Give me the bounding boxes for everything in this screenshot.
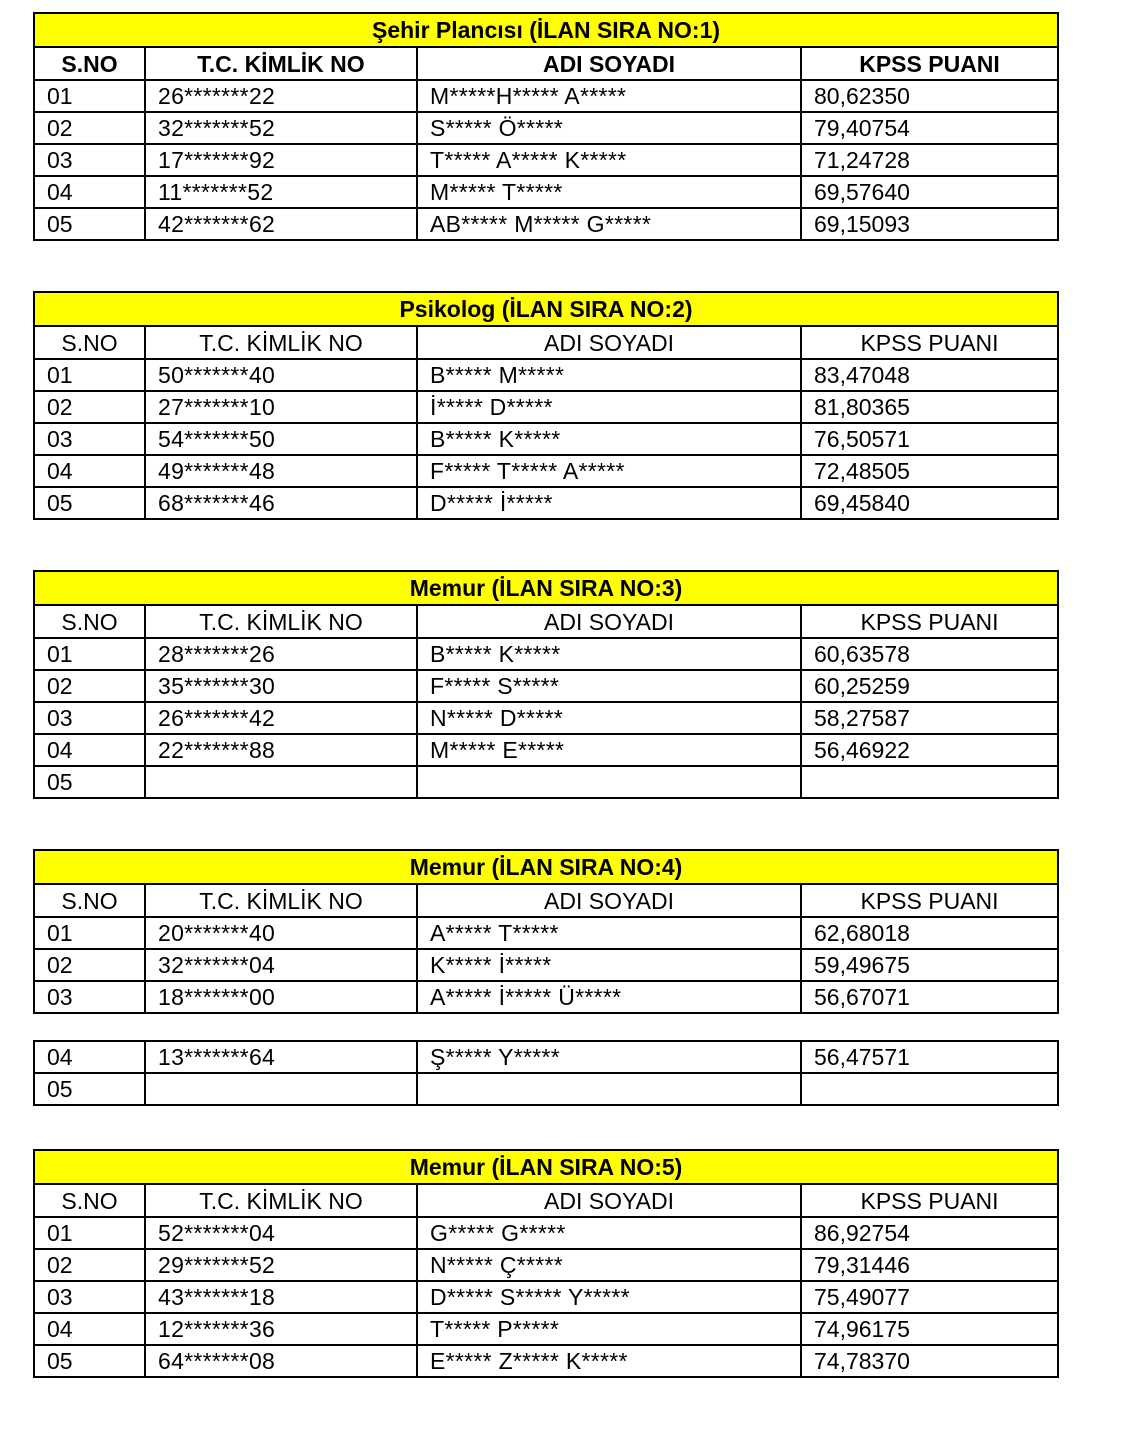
tc-kimlik-cell: 54*******50 — [145, 423, 417, 455]
sno-cell: 03 — [34, 981, 145, 1013]
sno-cell: 02 — [34, 670, 145, 702]
table-row — [34, 1073, 1058, 1105]
kpss-puani-cell: 59,49675 — [801, 949, 1058, 981]
table-row — [34, 1313, 1058, 1345]
tc-kimlik-cell: 42*******62 — [145, 208, 417, 240]
kpss-puani-cell — [801, 1073, 1058, 1105]
kpss-puani-cell: 79,31446 — [801, 1249, 1058, 1281]
kpss-puani-cell: 81,80365 — [801, 391, 1058, 423]
sno-cell: 02 — [34, 112, 145, 144]
kpss-puani-cell: 72,48505 — [801, 455, 1058, 487]
column-header: KPSS PUANI — [801, 884, 1058, 917]
tc-kimlik-cell: 13*******64 — [145, 1041, 417, 1073]
tc-kimlik-cell — [145, 1073, 417, 1105]
adi-soyadi-cell: M*****H***** A***** — [417, 80, 801, 112]
column-header: T.C. KİMLİK NO — [145, 326, 417, 359]
results-table — [33, 291, 1059, 520]
tc-kimlik-cell: 11*******52 — [145, 176, 417, 208]
sno-cell: 03 — [34, 144, 145, 176]
kpss-puani-cell: 74,96175 — [801, 1313, 1058, 1345]
tc-kimlik-cell: 18*******00 — [145, 981, 417, 1013]
tc-kimlik-cell: 43*******18 — [145, 1281, 417, 1313]
kpss-puani-cell: 69,15093 — [801, 208, 1058, 240]
column-header: T.C. KİMLİK NO — [145, 605, 417, 638]
table-row — [34, 487, 1058, 519]
tc-kimlik-cell: 52*******04 — [145, 1217, 417, 1249]
table-row — [34, 1217, 1058, 1249]
column-header: ADI SOYADI — [417, 1184, 801, 1217]
adi-soyadi-cell: T***** P***** — [417, 1313, 801, 1345]
kpss-puani-cell: 80,62350 — [801, 80, 1058, 112]
column-header: ADI SOYADI — [417, 326, 801, 359]
tc-kimlik-cell: 22*******88 — [145, 734, 417, 766]
column-header: ADI SOYADI — [417, 884, 801, 917]
adi-soyadi-cell: K***** İ***** — [417, 949, 801, 981]
adi-soyadi-cell: M***** E***** — [417, 734, 801, 766]
column-header: KPSS PUANI — [801, 605, 1058, 638]
tc-kimlik-cell — [145, 766, 417, 798]
table-row — [34, 917, 1058, 949]
sno-cell: 01 — [34, 1217, 145, 1249]
sno-cell: 04 — [34, 1041, 145, 1073]
tc-kimlik-cell: 68*******46 — [145, 487, 417, 519]
header-row — [34, 326, 1058, 359]
header-row — [34, 605, 1058, 638]
kpss-puani-cell: 56,46922 — [801, 734, 1058, 766]
header-row — [34, 1184, 1058, 1217]
kpss-puani-cell: 76,50571 — [801, 423, 1058, 455]
table-row — [34, 734, 1058, 766]
column-header: KPSS PUANI — [801, 47, 1058, 80]
tc-kimlik-cell: 17*******92 — [145, 144, 417, 176]
adi-soyadi-cell: AB***** M***** G***** — [417, 208, 801, 240]
adi-soyadi-cell: M***** T***** — [417, 176, 801, 208]
sno-cell: 05 — [34, 1345, 145, 1377]
table-row — [34, 1281, 1058, 1313]
kpss-puani-cell: 75,49077 — [801, 1281, 1058, 1313]
column-header: S.NO — [34, 605, 145, 638]
adi-soyadi-cell: A***** T***** — [417, 917, 801, 949]
kpss-puani-cell: 69,45840 — [801, 487, 1058, 519]
sno-cell: 05 — [34, 766, 145, 798]
adi-soyadi-cell: N***** Ç***** — [417, 1249, 801, 1281]
sno-cell: 04 — [34, 1313, 145, 1345]
column-header: S.NO — [34, 326, 145, 359]
table-title: Memur (İLAN SIRA NO:3) — [34, 571, 1058, 605]
results-table — [33, 1149, 1059, 1378]
tc-kimlik-cell: 32*******04 — [145, 949, 417, 981]
table-title: Şehir Plancısı (İLAN SIRA NO:1) — [34, 13, 1058, 47]
sno-cell: 04 — [34, 176, 145, 208]
column-header: KPSS PUANI — [801, 1184, 1058, 1217]
table-row — [34, 670, 1058, 702]
results-table — [33, 570, 1059, 799]
tc-kimlik-cell: 20*******40 — [145, 917, 417, 949]
adi-soyadi-cell: F***** T***** A***** — [417, 455, 801, 487]
adi-soyadi-cell: B***** M***** — [417, 359, 801, 391]
tc-kimlik-cell: 64*******08 — [145, 1345, 417, 1377]
kpss-puani-cell: 86,92754 — [801, 1217, 1058, 1249]
kpss-puani-cell: 60,25259 — [801, 670, 1058, 702]
sno-cell: 01 — [34, 638, 145, 670]
adi-soyadi-cell: S***** Ö***** — [417, 112, 801, 144]
sno-cell: 02 — [34, 391, 145, 423]
table-row — [34, 208, 1058, 240]
kpss-puani-cell: 74,78370 — [801, 1345, 1058, 1377]
adi-soyadi-cell: İ***** D***** — [417, 391, 801, 423]
kpss-puani-cell — [801, 766, 1058, 798]
tc-kimlik-cell: 27*******10 — [145, 391, 417, 423]
table-row — [34, 1345, 1058, 1377]
table-row — [34, 455, 1058, 487]
sno-cell: 05 — [34, 1073, 145, 1105]
table-title: Psikolog (İLAN SIRA NO:2) — [34, 292, 1058, 326]
results-table — [33, 1040, 1059, 1106]
table-row — [34, 1249, 1058, 1281]
tc-kimlik-cell: 26*******42 — [145, 702, 417, 734]
table-row — [34, 981, 1058, 1013]
column-header: ADI SOYADI — [417, 605, 801, 638]
sno-cell: 02 — [34, 949, 145, 981]
header-row — [34, 884, 1058, 917]
tc-kimlik-cell: 50*******40 — [145, 359, 417, 391]
column-header: S.NO — [34, 884, 145, 917]
column-header: S.NO — [34, 1184, 145, 1217]
kpss-puani-cell: 83,47048 — [801, 359, 1058, 391]
adi-soyadi-cell: B***** K***** — [417, 638, 801, 670]
table-row — [34, 949, 1058, 981]
kpss-puani-cell: 56,47571 — [801, 1041, 1058, 1073]
sno-cell: 04 — [34, 455, 145, 487]
adi-soyadi-cell: B***** K***** — [417, 423, 801, 455]
column-header: ADI SOYADI — [417, 47, 801, 80]
column-header: KPSS PUANI — [801, 326, 1058, 359]
adi-soyadi-cell — [417, 766, 801, 798]
adi-soyadi-cell: D***** S***** Y***** — [417, 1281, 801, 1313]
adi-soyadi-cell: T***** A***** K***** — [417, 144, 801, 176]
adi-soyadi-cell: Ş***** Y***** — [417, 1041, 801, 1073]
table-row — [34, 112, 1058, 144]
table-row — [34, 80, 1058, 112]
sno-cell: 01 — [34, 80, 145, 112]
table-row — [34, 638, 1058, 670]
tc-kimlik-cell: 12*******36 — [145, 1313, 417, 1345]
tc-kimlik-cell: 26*******22 — [145, 80, 417, 112]
sno-cell: 04 — [34, 734, 145, 766]
table-row — [34, 1041, 1058, 1073]
kpss-puani-cell: 58,27587 — [801, 702, 1058, 734]
kpss-puani-cell: 69,57640 — [801, 176, 1058, 208]
kpss-puani-cell: 60,63578 — [801, 638, 1058, 670]
table-row — [34, 766, 1058, 798]
adi-soyadi-cell: G***** G***** — [417, 1217, 801, 1249]
tc-kimlik-cell: 28*******26 — [145, 638, 417, 670]
table-title: Memur (İLAN SIRA NO:5) — [34, 1150, 1058, 1184]
adi-soyadi-cell: F***** S***** — [417, 670, 801, 702]
results-table — [33, 12, 1059, 241]
sno-cell: 05 — [34, 487, 145, 519]
column-header: T.C. KİMLİK NO — [145, 884, 417, 917]
column-header: S.NO — [34, 47, 145, 80]
adi-soyadi-cell: A***** İ***** Ü***** — [417, 981, 801, 1013]
table-row — [34, 176, 1058, 208]
table-row — [34, 391, 1058, 423]
adi-soyadi-cell: E***** Z***** K***** — [417, 1345, 801, 1377]
sno-cell: 03 — [34, 702, 145, 734]
table-row — [34, 359, 1058, 391]
sno-cell: 03 — [34, 423, 145, 455]
table-row — [34, 144, 1058, 176]
sno-cell: 02 — [34, 1249, 145, 1281]
kpss-puani-cell: 71,24728 — [801, 144, 1058, 176]
column-header: T.C. KİMLİK NO — [145, 1184, 417, 1217]
results-table — [33, 849, 1059, 1014]
sno-cell: 05 — [34, 208, 145, 240]
table-title: Memur (İLAN SIRA NO:4) — [34, 850, 1058, 884]
tc-kimlik-cell: 32*******52 — [145, 112, 417, 144]
adi-soyadi-cell: D***** İ***** — [417, 487, 801, 519]
kpss-puani-cell: 56,67071 — [801, 981, 1058, 1013]
column-header: T.C. KİMLİK NO — [145, 47, 417, 80]
adi-soyadi-cell — [417, 1073, 801, 1105]
table-row — [34, 423, 1058, 455]
adi-soyadi-cell: N***** D***** — [417, 702, 801, 734]
tc-kimlik-cell: 35*******30 — [145, 670, 417, 702]
kpss-puani-cell: 79,40754 — [801, 112, 1058, 144]
tc-kimlik-cell: 49*******48 — [145, 455, 417, 487]
kpss-puani-cell: 62,68018 — [801, 917, 1058, 949]
header-row — [34, 47, 1058, 80]
table-row — [34, 702, 1058, 734]
sno-cell: 03 — [34, 1281, 145, 1313]
sno-cell: 01 — [34, 917, 145, 949]
sno-cell: 01 — [34, 359, 145, 391]
tc-kimlik-cell: 29*******52 — [145, 1249, 417, 1281]
